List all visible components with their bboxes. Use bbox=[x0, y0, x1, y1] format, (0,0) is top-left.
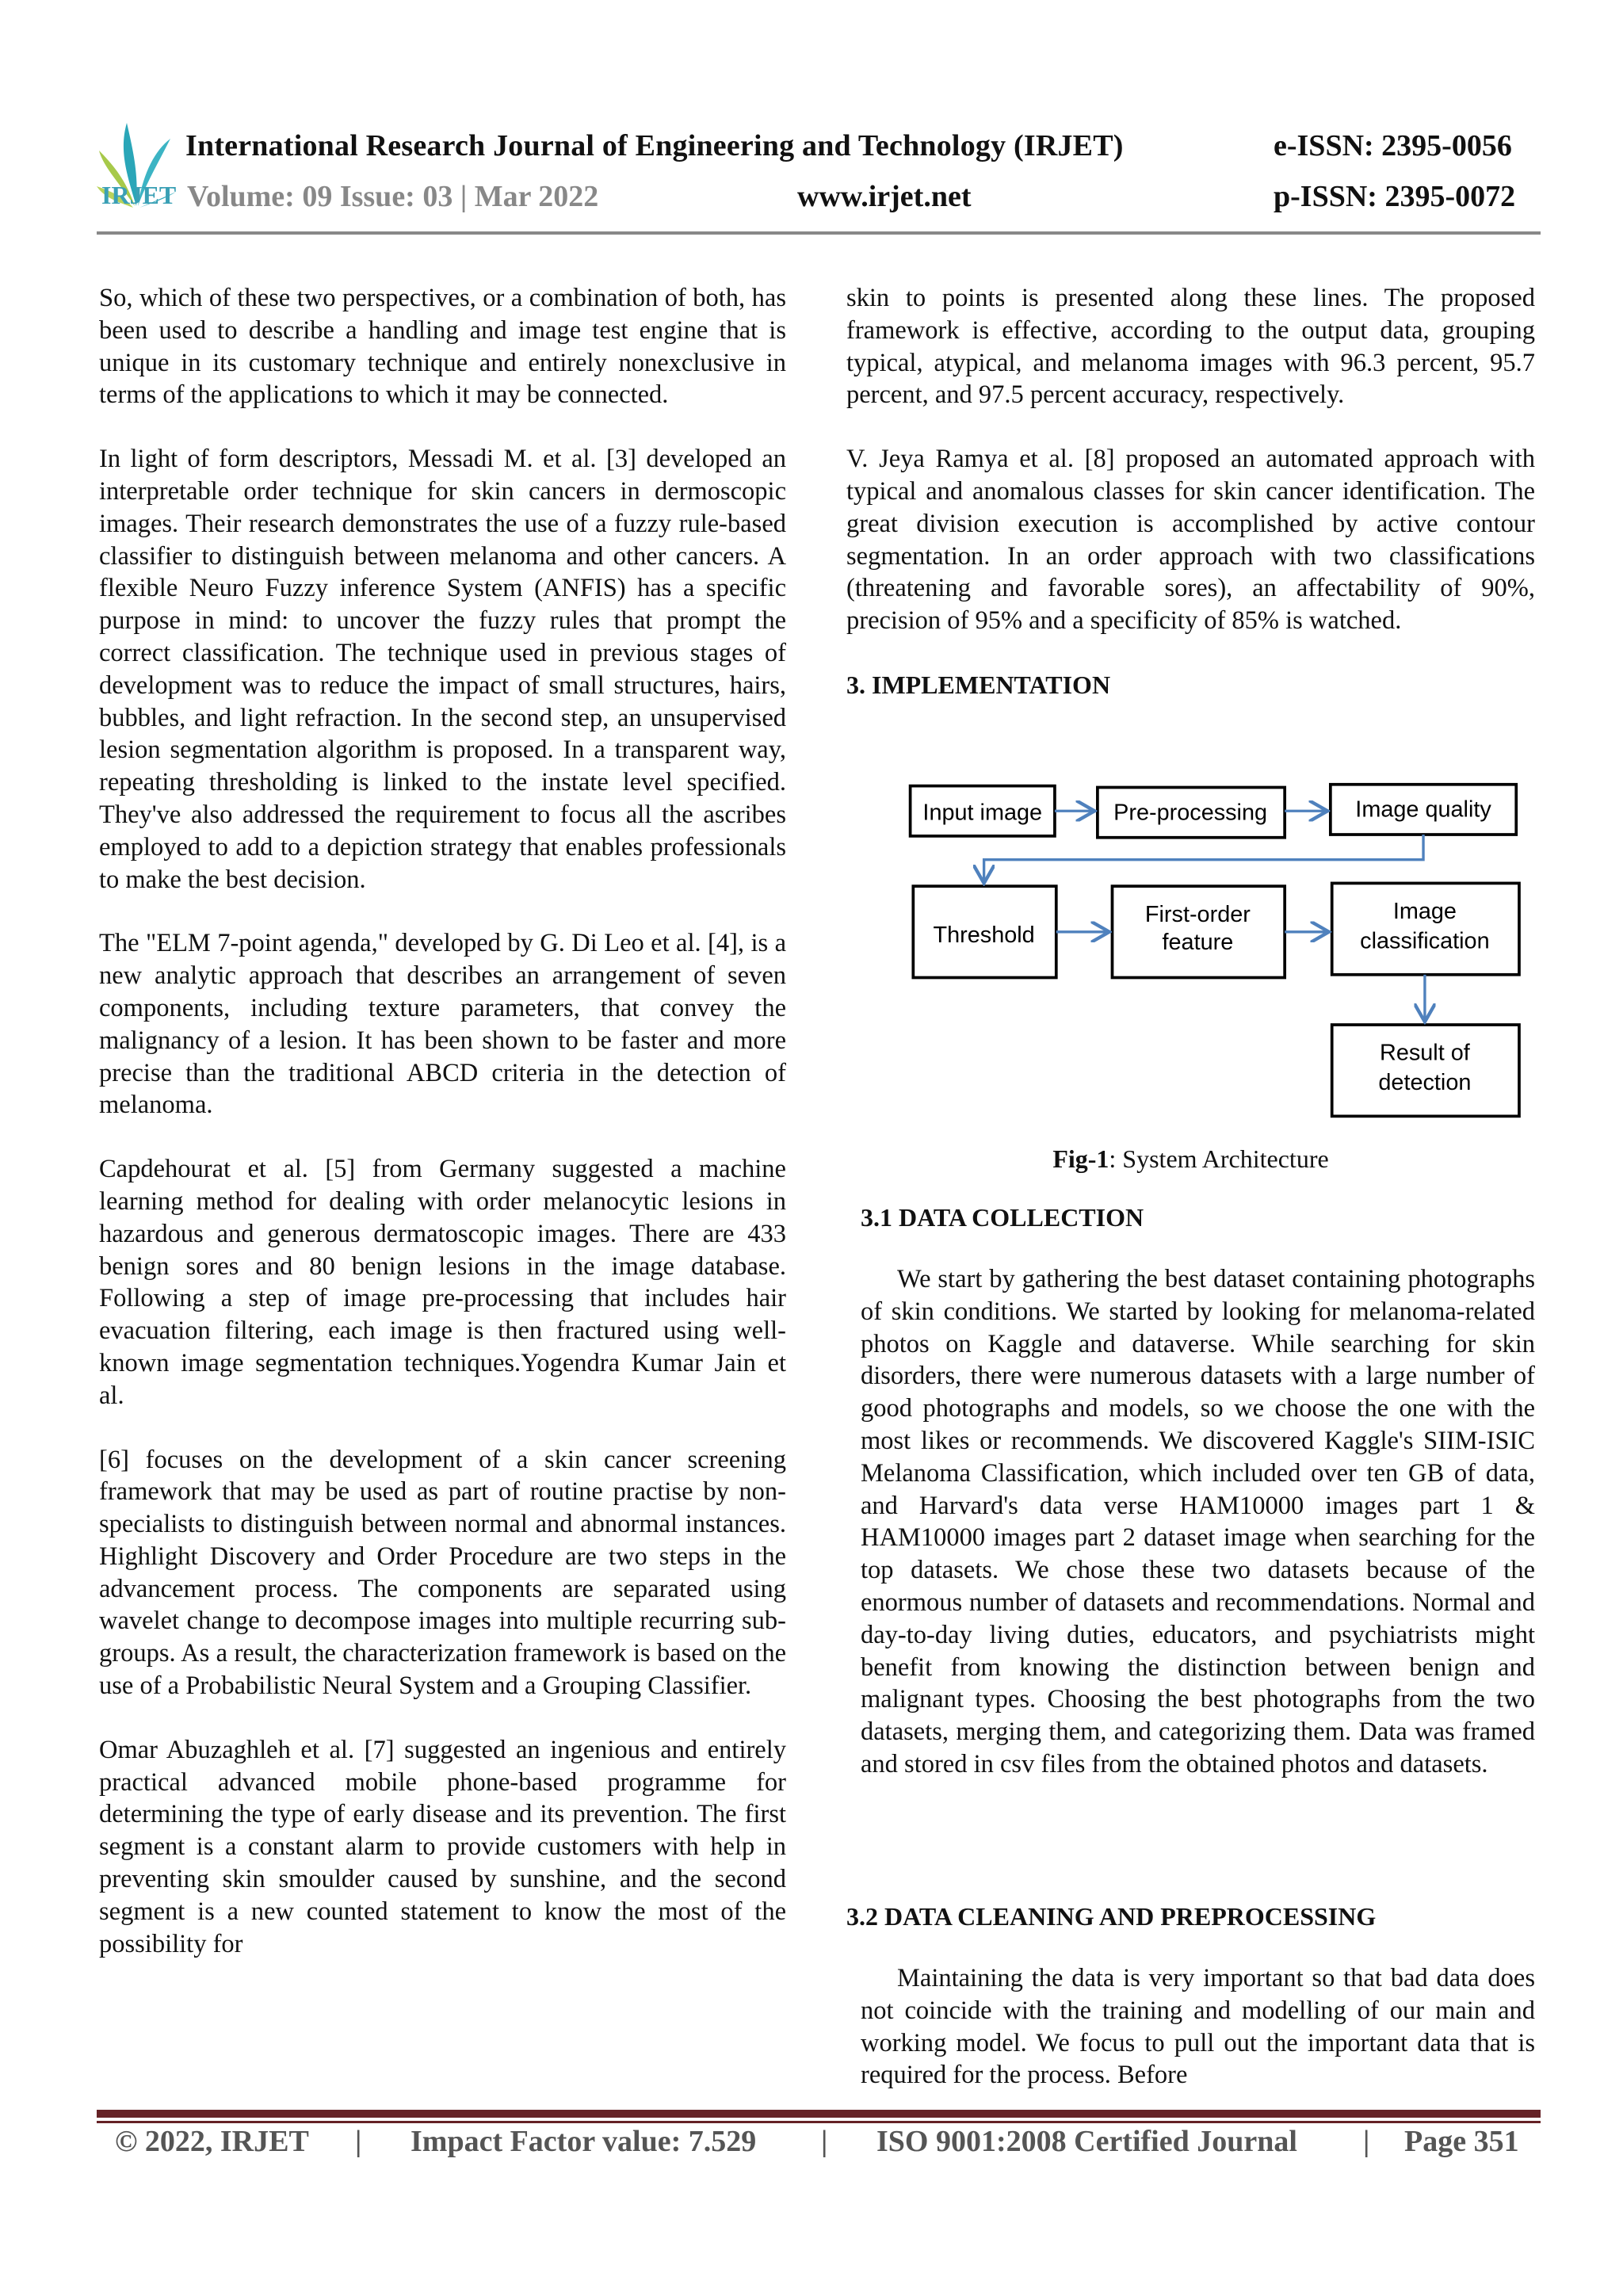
box-label: Pre-processing bbox=[1113, 800, 1268, 826]
box-label: detection bbox=[1378, 1069, 1472, 1095]
paragraph: Maintaining the data is very important so that bad data does not coincide with the training and modelling of our main and working model. We focus to pull out the important data that is required for the process. Before bbox=[861, 1964, 1535, 2090]
paragraph: Capdehourat et al. [5] from Germany suggested a machine learning method for dealing with order melanocytic lesions in hazardous and generous dermatoscopic images. There are 433 benign sores and 80 benign lesions in the image database. Following a step of image pre-processing that includes hair evacuation filtering, each image is then fractured using well-known image segmentation techniques.Yogendra Kumar Jain et al. bbox=[99, 1155, 786, 1410]
box-label: Input image bbox=[922, 800, 1043, 826]
footer-separator: | bbox=[1363, 2125, 1370, 2158]
footer-divider-thin bbox=[97, 2121, 1541, 2123]
caption-label: Fig-1 bbox=[1052, 1144, 1109, 1173]
box-label: Image bbox=[1392, 899, 1457, 925]
box-label: Image quality bbox=[1355, 797, 1491, 823]
box-label: Threshold bbox=[933, 922, 1035, 948]
volume-issue: Volume: 09 Issue: 03 | Mar 2022 bbox=[187, 180, 599, 213]
footer-impact-factor: Impact Factor value: 7.529 bbox=[411, 2125, 757, 2158]
section-heading: 3.1 DATA COLLECTION bbox=[861, 1203, 1144, 1232]
right-column bbox=[846, 282, 1535, 701]
box-label: feature bbox=[1162, 930, 1234, 956]
caption-text: : System Architecture bbox=[1109, 1144, 1329, 1173]
footer-page-number: Page 351 bbox=[1404, 2125, 1519, 2158]
figure-caption bbox=[846, 1144, 1535, 1174]
paragraph: Omar Abuzaghleh et al. [7] suggested an ingenious and entirely practical advanced mobile phone-based programme for determining the type of early disease and its prevention. The first segment is a constant alarm to provide customers with help in preventing skin smoulder caused by sunshine, and the second segment is a new counted statement to know the most of the possibility for bbox=[99, 1735, 786, 1958]
paragraph: So, which of these two perspectives, or a combination of both, has been used to describe a handling and image test engine that is unique in its customary technique and entirely nonexclusive in terms of the applications to which it may be connected. bbox=[99, 284, 786, 410]
e-issn: e-ISSN: 2395-0056 bbox=[1274, 129, 1512, 162]
logo-text: IRJET bbox=[101, 181, 177, 209]
header-divider bbox=[97, 231, 1541, 235]
footer-separator: | bbox=[355, 2125, 362, 2158]
box-label: Result of bbox=[1380, 1040, 1470, 1066]
paragraph: We start by gathering the best dataset containing photographs of skin conditions. We started by looking for melanoma-related photos on Kaggle and dataverse. While searching for skin disorders, there were numerous datasets with a large number of good photographs and models, so we choose the one with the most likes or recommends. We discovered Kaggle's SIIM-ISIC Melanoma Classification, which included over ten GB of data, and Harvard's data verse HAM10000 images part 1 & HAM10000 images part 2 dataset image when searching for the top datasets. We chose these two datasets because of the enormous number of datasets and recommendations. Normal and day-to-day living duties, educators, and psychiatrists might benefit from knowing the distinction between benign and malignant types. Choosing the best photographs from the two datasets, merging them, and categorizing them. Data was framed and stored in csv files from the obtained photos and datasets. bbox=[861, 1265, 1535, 1778]
footer-separator: | bbox=[821, 2125, 828, 2158]
paragraph: The "ELM 7-point agenda," developed by G. Di Leo et al. [4], is a new analytic approach that describes an arrangement of seven components, including texture parameters, that convey the malignancy of a lesion. It has been shown to be faster and more precise than the traditional ABCD criteria in the detection of melanoma. bbox=[99, 929, 786, 1120]
footer-divider bbox=[97, 2110, 1541, 2118]
system-architecture-diagram bbox=[896, 777, 1529, 1125]
journal-title: International Research Journal of Engineering and Technology (IRJET) bbox=[185, 129, 1124, 162]
section-heading: 3. IMPLEMENTATION bbox=[846, 670, 1111, 699]
footer-iso: ISO 9001:2008 Certified Journal bbox=[876, 2125, 1297, 2158]
box-label: First-order bbox=[1144, 901, 1251, 927]
footer-copyright: © 2022, IRJET bbox=[115, 2125, 309, 2158]
paragraph: [6] focuses on the development of a skin cancer screening framework that may be used as part of routine practise by non-specialists to distinguish between normal and abnormal instances. Highlight Discovery and Order Procedure are two steps in the advancement process. The components are separated using wavelet change to decompose images into multiple recurring sub-groups. As a result, the characterization framework is based on the use of a Probabilistic Neural System and a Grouping Classifier. bbox=[99, 1445, 786, 1701]
paragraph: V. Jeya Ramya et al. [8] proposed an automated approach with typical and anomalous classes for skin cancer identification. The great division execution is accomplished by active contour segmentation. In an order approach with two classifications (threatening and favorable sores), an affectability of 90%, precision of 95% and a specificity of 85% is watched. bbox=[846, 445, 1535, 636]
left-column bbox=[99, 282, 786, 1992]
website: www.irjet.net bbox=[797, 180, 972, 213]
section-heading: 3.2 DATA CLEANING AND PREPROCESSING bbox=[846, 1902, 1377, 1931]
paragraph: skin to points is presented along these lines. The proposed framework is effective, according to the output data, grouping typical, atypical, and melanoma images with 96.3 percent, 95.7 percent, and 97.5 percent accuracy, respectively. bbox=[846, 284, 1535, 410]
paragraph: In light of form descriptors, Messadi M. et al. [3] developed an interpretable order technique for skin cancers in dermoscopic images. Their research demonstrates the use of a fuzzy rule-based classifier to distinguish between melanoma and other cancers. A flexible Neuro Fuzzy inference System (ANFIS) has a specific purpose in mind: to uncover the fuzzy rules that prompt the correct classification. The technique used in previous stages of development was to reduce the impact of small structures, hairs, bubbles, and light refraction. In the second step, an unsupervised lesion segmentation algorithm is proposed. In a transparent way, repeating thresholding is linked to the instate level specified. They've also addressed the requirement to focus all the ascribes employed to add to a depiction strategy that enables professionals to make the best decision. bbox=[99, 445, 786, 894]
p-issn: p-ISSN: 2395-0072 bbox=[1274, 180, 1516, 213]
box-label: classification bbox=[1360, 928, 1490, 954]
arrow bbox=[984, 835, 1423, 883]
